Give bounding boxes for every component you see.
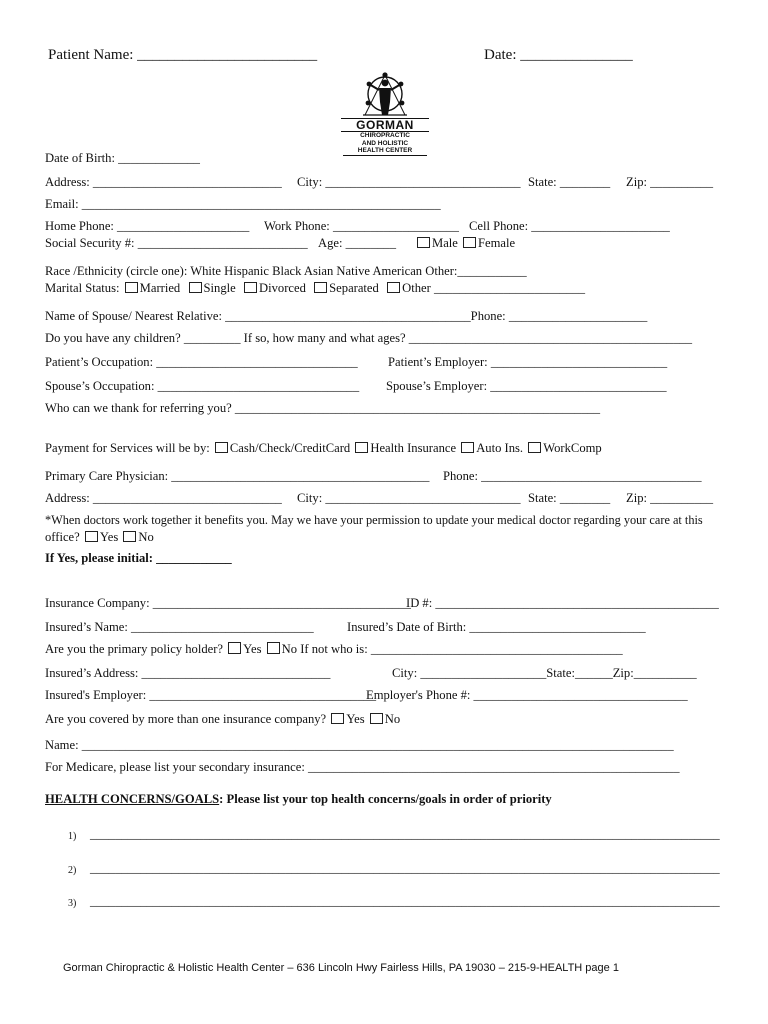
pcp-address-field[interactable]: Address: ______________________________ bbox=[45, 491, 282, 505]
cell-phone-field[interactable]: Cell Phone: ______________________ bbox=[469, 219, 670, 233]
single-checkbox[interactable] bbox=[189, 282, 202, 293]
other-checkbox[interactable] bbox=[387, 282, 400, 293]
separated-checkbox[interactable] bbox=[314, 282, 327, 293]
marital-label: Marital Status: bbox=[45, 281, 120, 295]
male-label: Male bbox=[432, 236, 458, 250]
separated-label: Separated bbox=[329, 281, 379, 295]
concern-number-3: 3) bbox=[68, 898, 77, 909]
permission-office-label: office? bbox=[45, 530, 80, 544]
footer-text: Gorman Chiropractic & Holistic Health Center – 636 Lincoln Hwy Fairless Hills, PA 19030 – 215-9-HEALTH page 1 bbox=[63, 962, 619, 974]
primary-yes-label: Yes bbox=[243, 642, 262, 656]
pcp-state-field[interactable]: State: ________ bbox=[528, 491, 611, 505]
covered-row bbox=[45, 712, 400, 727]
pcp-zip-field[interactable]: Zip: __________ bbox=[626, 491, 714, 505]
permission-text: *When doctors work together it benefits you. May we have your permission to update your medical doctor regarding your care at this bbox=[45, 513, 703, 527]
marital-status-row bbox=[45, 281, 585, 296]
primary-holder-row bbox=[45, 642, 623, 657]
auto-ins-checkbox[interactable] bbox=[461, 442, 474, 453]
initial-field[interactable]: If Yes, please initial: ____________ bbox=[45, 551, 232, 565]
health-concerns-heading bbox=[45, 792, 552, 807]
permission-no-checkbox[interactable] bbox=[123, 531, 136, 542]
logo-line2: AND HOLISTIC bbox=[361, 139, 409, 147]
health-insurance-label: Health Insurance bbox=[370, 441, 457, 455]
insured-city-state-zip-field[interactable]: City: ____________________State:______Zip:__________ bbox=[392, 666, 697, 680]
dob-field[interactable]: Date of Birth: _____________ bbox=[45, 151, 200, 165]
concern-line-2[interactable]: ____________________________________________________________________________________________________ bbox=[90, 861, 720, 875]
gender-options bbox=[415, 236, 515, 251]
single-label: Single bbox=[203, 281, 236, 295]
covered-yes-label: Yes bbox=[346, 712, 365, 726]
female-label: Female bbox=[478, 236, 516, 250]
spouse-occupation-field[interactable]: Spouse’s Occupation: ________________________________ bbox=[45, 379, 360, 393]
insured-employer-field[interactable]: Insured's Employer: ____________________________________ bbox=[45, 688, 377, 702]
work-phone-field[interactable]: Work Phone: ____________________ bbox=[264, 219, 459, 233]
auto-ins-label: Auto Ins. bbox=[476, 441, 524, 455]
insured-dob-field[interactable]: Insured’s Date of Birth: ____________________________ bbox=[347, 620, 646, 634]
concern-line-3[interactable]: ____________________________________________________________________________________________________ bbox=[90, 894, 720, 908]
married-checkbox[interactable] bbox=[125, 282, 138, 293]
age-field[interactable]: Age: ________ bbox=[318, 236, 397, 250]
female-checkbox[interactable] bbox=[463, 237, 476, 248]
pcp-city-field[interactable]: City: _______________________________ bbox=[297, 491, 521, 505]
primary-no-field[interactable]: No If not who is: ________________________________________ bbox=[281, 642, 623, 656]
concern-number-1: 1) bbox=[68, 831, 77, 842]
race-field[interactable]: Race /Ethnicity (circle one): White Hispanic Black Asian Native American Other:___________ bbox=[45, 264, 527, 278]
other-field[interactable]: Other ________________________ bbox=[402, 281, 586, 295]
payment-label: Payment for Services will be by: bbox=[45, 441, 210, 455]
insurance-company-field[interactable]: Insurance Company: _________________________________________ bbox=[45, 596, 411, 610]
employer-phone-field[interactable]: Employer's Phone #: __________________________________ bbox=[366, 688, 688, 702]
zip-field[interactable]: Zip: __________ bbox=[626, 175, 714, 189]
health-concerns-subtitle: : Please list your top health concerns/goals in order of priority bbox=[219, 792, 552, 806]
permission-no-label: No bbox=[138, 530, 154, 544]
patient-name-field[interactable]: Patient Name: ________________________ bbox=[48, 47, 318, 63]
divorced-label: Divorced bbox=[259, 281, 306, 295]
date-field[interactable]: Date: _______________ bbox=[484, 47, 633, 63]
permission-options bbox=[45, 530, 154, 545]
covered-no-checkbox[interactable] bbox=[370, 713, 383, 724]
cash-label: Cash/Check/CreditCard bbox=[229, 441, 351, 455]
permission-yes-label: Yes bbox=[99, 530, 119, 544]
spouse-employer-field[interactable]: Spouse’s Employer: ____________________________ bbox=[386, 379, 667, 393]
male-checkbox[interactable] bbox=[417, 237, 430, 248]
pcp-field[interactable]: Primary Care Physician: _________________________________________ bbox=[45, 469, 430, 483]
primary-no-checkbox[interactable] bbox=[267, 642, 280, 654]
cash-checkbox[interactable] bbox=[215, 442, 228, 453]
married-label: Married bbox=[139, 281, 181, 295]
address-field[interactable]: Address: ______________________________ bbox=[45, 175, 282, 189]
children-field[interactable]: Do you have any children? _________ If so, how many and what ages? _____________________________________________ bbox=[45, 331, 693, 345]
insured-address-field[interactable]: Insured’s Address: ______________________________ bbox=[45, 666, 331, 680]
logo-name: GORMAN bbox=[341, 118, 429, 132]
city-field[interactable]: City: _______________________________ bbox=[297, 175, 521, 189]
workcomp-label: WorkComp bbox=[543, 441, 602, 455]
covered-yes-checkbox[interactable] bbox=[331, 713, 344, 724]
spouse-field[interactable]: Name of Spouse/ Nearest Relative: _______________________________________Phone: ______________________ bbox=[45, 309, 648, 323]
covered-no-label: No bbox=[384, 712, 401, 726]
payment-row bbox=[45, 441, 602, 456]
insured-name-field[interactable]: Insured’s Name: _____________________________ bbox=[45, 620, 314, 634]
divorced-checkbox[interactable] bbox=[244, 282, 257, 293]
logo-line1: CHIROPRACTIC bbox=[360, 132, 410, 139]
home-phone-field[interactable]: Home Phone: _____________________ bbox=[45, 219, 250, 233]
patient-occupation-field[interactable]: Patient’s Occupation: ________________________________ bbox=[45, 355, 358, 369]
covered-question: Are you covered by more than one insurance company? bbox=[45, 712, 327, 726]
name-field[interactable]: Name: ______________________________________________________________________________________________ bbox=[45, 738, 674, 752]
state-field[interactable]: State: ________ bbox=[528, 175, 611, 189]
patient-employer-field[interactable]: Patient’s Employer: ____________________________ bbox=[388, 355, 668, 369]
health-concerns-title: HEALTH CONCERNS/GOALS bbox=[45, 792, 220, 806]
referral-field[interactable]: Who can we thank for referring you? __________________________________________________________ bbox=[45, 401, 601, 415]
pcp-phone-field[interactable]: Phone: ___________________________________ bbox=[443, 469, 702, 483]
logo-text bbox=[335, 118, 435, 156]
concern-line-1[interactable]: ____________________________________________________________________________________________________ bbox=[90, 827, 720, 841]
health-insurance-checkbox[interactable] bbox=[355, 442, 368, 453]
ssn-field[interactable]: Social Security #: ___________________________ bbox=[45, 236, 308, 250]
medicare-field[interactable]: For Medicare, please list your secondary insurance: ___________________________________________________________ bbox=[45, 760, 680, 774]
insurance-id-field[interactable]: ID #: _____________________________________________ bbox=[406, 596, 719, 610]
logo-line3: HEALTH CENTER bbox=[343, 147, 427, 156]
concern-number-2: 2) bbox=[68, 865, 77, 876]
workcomp-checkbox[interactable] bbox=[528, 442, 541, 453]
permission-yes-checkbox[interactable] bbox=[85, 531, 98, 542]
primary-holder-question: Are you the primary policy holder? bbox=[45, 642, 224, 656]
primary-yes-checkbox[interactable] bbox=[228, 642, 241, 654]
email-field[interactable]: Email: _________________________________________________________ bbox=[45, 197, 441, 211]
